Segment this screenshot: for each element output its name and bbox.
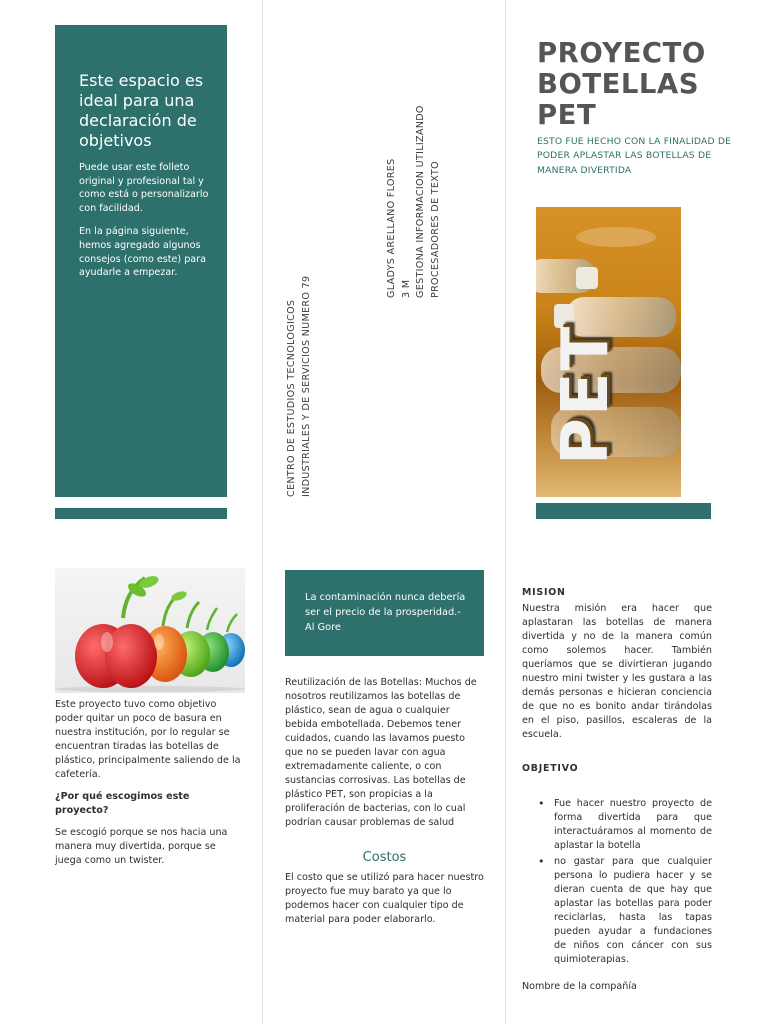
mission-statement-paragraph-1: Puede usar este folleto original y profesional tal y como está o personalizarlo con facilidad. bbox=[79, 162, 209, 214]
quote-text: La contaminación nunca debería ser el precio de la prosperidad.- Al Gore bbox=[305, 592, 466, 633]
reuse-paragraph: Reutilización de las Botellas: Muchos de nosotros reutilizamos las botellas de plástico, sean de agua o cualquier bebida embotellada. Debemos tener cuidados, cuando las lavamos puesto que no se pueden lavar con agua extremadamente caliente, o con sustancias corrosivas. Las botellas de plástico PET, son propicias a la proliferación de bacterias, con lo cual podrían causar problemas de salud bbox=[285, 677, 477, 828]
author-info bbox=[385, 105, 443, 298]
objective-heading: OBJETIVO bbox=[522, 763, 579, 774]
bottle-apples-illustration bbox=[55, 568, 245, 693]
left-accent-bar bbox=[55, 508, 227, 519]
objective-list bbox=[522, 797, 712, 967]
column-divider-right bbox=[505, 0, 506, 1024]
mission-statement-title: Este espacio es ideal para una declaración de objetivos bbox=[79, 71, 204, 150]
objective-item-1: • Fue hacer nuestro proyecto de forma divertida para que interactuáramos al momento de aplastar la botella bbox=[522, 797, 712, 853]
why-answer-paragraph: Se escogió porque se nos hacia una manera muy divertida, porque se juega como un twister. bbox=[55, 827, 228, 866]
costs-paragraph: El costo que se utilizó para hacer nuestro proyecto fue muy barato ya que lo podemos hacer con cualquier tipo de material para poder elaborarlo. bbox=[285, 872, 484, 925]
school-name bbox=[285, 276, 314, 497]
project-title-line-3: PET bbox=[537, 99, 597, 131]
author-name: GLADYS ARELLANO FLORES bbox=[386, 158, 397, 298]
costs-heading: Costos bbox=[362, 850, 407, 865]
company-name: Nombre de la compañía bbox=[522, 981, 637, 992]
mission-statement-paragraph-2: En la página siguiente, hemos agregado algunos consejos (como este) para ayudarle a empezar. bbox=[79, 226, 207, 279]
project-title bbox=[537, 38, 737, 131]
right-accent-bar bbox=[536, 503, 711, 519]
mission-section bbox=[522, 586, 712, 742]
why-question-heading: ¿Por qué escogimos este proyecto? bbox=[55, 791, 190, 816]
project-subtitle: ESTO FUE HECHO CON LA FINALIDAD DE PODER APLASTAR LAS BOTELLAS DE MANERA DIVERTIDA bbox=[537, 136, 732, 176]
author-subject-line-2: PROCESADORES DE TEXTO bbox=[429, 161, 441, 298]
school-name-line-1: CENTRO DE ESTUDIOS TECNOLOGICOS bbox=[286, 299, 297, 497]
recycled-bottle-apples-image bbox=[55, 568, 245, 693]
quote-box bbox=[285, 570, 484, 656]
column-divider-left bbox=[262, 0, 263, 1024]
pet-bottles-image bbox=[536, 207, 681, 497]
project-title-line-2: BOTELLAS bbox=[537, 68, 700, 100]
pet-image-label: PET bbox=[549, 324, 623, 465]
objective-item-2: • no gastar para que cualquier persona lo pudiera hacer y se dieran cuenta de que hay que aplastar las botellas para poder reciclarlas, hasta las tapas pueden ayudar a fundaciones de niños con cáncer con sus quimioterapias. bbox=[522, 855, 712, 967]
school-name-line-2: INDUSTRIALES Y DE SERVICIOS NUMERO 79 bbox=[300, 275, 312, 497]
mission-paragraph: Nuestra misión era hacer que aplastaran las botellas de manera divertida y no de la manera común como solemos hacer. También queríamos que se divirtieran jugando nuestro mini twister y les gustara a las demás personas e hicieran conciencia de que no es bonito andar tirándolas en el piso, pasillos, escaleras de la escuela. bbox=[522, 603, 712, 740]
objective-section bbox=[522, 762, 712, 969]
left-bottom-text bbox=[55, 698, 245, 876]
author-subject-line-1: GESTIONA INFORMACION UTILIZANDO bbox=[415, 105, 426, 298]
mission-statement-box bbox=[55, 25, 227, 497]
mission-heading: MISION bbox=[522, 587, 566, 598]
author-group: 3 M bbox=[400, 279, 412, 298]
project-title-line-1: PROYECTO bbox=[537, 37, 706, 69]
project-intro-paragraph: Este proyecto tuvo como objetivo poder quitar un poco de basura en nuestra institución, por lo regular se encuentran tiradas las botellas de plástico, principalmente saliendo de la cafetería. bbox=[55, 699, 241, 780]
